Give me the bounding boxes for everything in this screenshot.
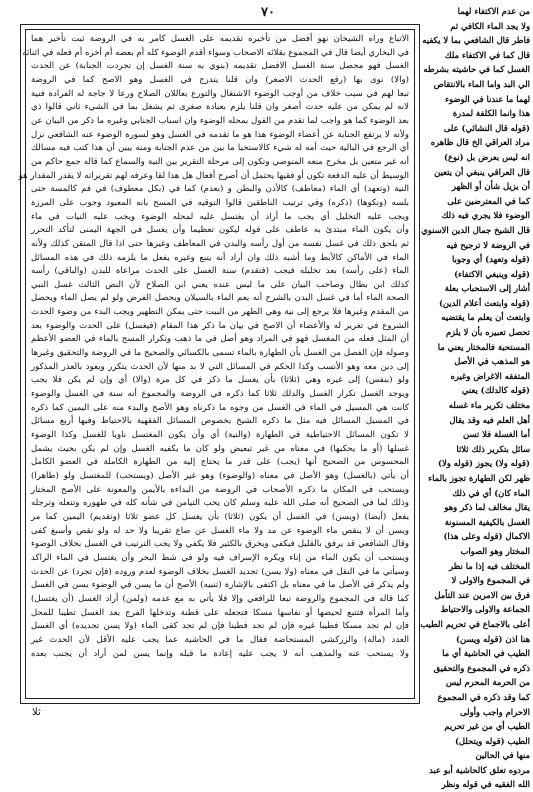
margin-text-line: الوضوء فلا يجري فيه ذلك bbox=[441, 210, 530, 221]
margin-text-line: انه ليس بعرض بل (نوع) bbox=[444, 151, 530, 162]
margin-text-line: (قوله ولا) يجوز (قوله ولا) bbox=[437, 458, 530, 469]
margin-text-line: الاكمال (قوله وعلى هذا) bbox=[443, 531, 530, 542]
main-text-line: الاتباع وراه الشيخان نهو أفضل من تأخيره تقديمه على الغسل كامر به في الروضة ثبت تأخير هما bbox=[31, 34, 409, 44]
main-text-line: العدد (ماله) والزركشي المستحاضة فقال ما في الحاشية عما يجب عليه الأقل لأن الحدث غير bbox=[31, 634, 409, 645]
main-text-line: الماء (على رأسه) بعد تخليله فيجب (فتقدم) سنة الغسل على الحدث مراعاة للبدن (والباقي) رأسه bbox=[31, 266, 409, 277]
margin-text-line: قال العراقي ينبغي أن يتعين bbox=[434, 166, 530, 177]
margin-text-line: هو المذهب في الأصل bbox=[454, 356, 530, 367]
main-text-line: ويوجد الغسل تكرار الغسل والدلك ثلاثا كما ذكره في الروضة والمجموع أنه سنة في الغسل والوضوء bbox=[31, 389, 409, 400]
margin-text-line: (قوله كالدلك) يعني bbox=[461, 385, 530, 396]
margin-text-line: أهل العلم فيه وقد يقال bbox=[449, 414, 530, 425]
main-text-line: الصحة الماء أما في غسل البدن بالشرح أنه يعم الماء بالسيلان ويحصل الفرض ولو لم يصل الماء ويحصل bbox=[31, 293, 409, 304]
margin-text-line: من الحرمة المحرم ليس bbox=[445, 677, 530, 688]
margin-text-line: ذكره في المجموع والتحقيق bbox=[433, 662, 530, 673]
margin-text-line: مختلف تكرير ماء غسله bbox=[448, 400, 530, 411]
main-text-line: في البخاري أيضا قال في المجموع بقلائه الاصحاب وسواء أقدم الوضوء كله أم بعضه أم أخره أم فعله في اثنائه bbox=[22, 47, 409, 58]
margin-text-line: لهما ما عندنا في الوضوء bbox=[445, 93, 530, 104]
margin-text-line: ولا يجد الماء الكافي ثم bbox=[450, 20, 530, 31]
main-text-line: وصوله فإن الفصل من الغسل بأن الطهارة بالماء تسمى بالكسائي والصحيح ما في الروضة والتحقيق وغيرها bbox=[31, 348, 409, 359]
main-text-line: الماء في الأماكن كالأبط وما أشبه ذلك وان أراد أنه يتبع وغيره يفعل ما يلزمه ذلك في هذه المسائل bbox=[31, 252, 409, 263]
margin-text-line: الي البد واما الماء بالانتقاص bbox=[433, 78, 530, 89]
margin-text-line: الطيب في الحاشية أي ما bbox=[442, 648, 530, 659]
main-text-block bbox=[18, 29, 415, 699]
main-text-line: الغسل فهو محصل سنة الغسل الافضل تقديمه (بنوي به سنة الغسل إن تجردت الجنابة) عن الحدث bbox=[31, 61, 409, 72]
margin-text-line: المستحبة فالمختار يعني ما bbox=[437, 341, 530, 352]
main-text-line: النية (وتعهد) أي الماء (معاطف) كالأذن والبطن و (بعدم) كما في (بكل معطوف) في فم كالمسة حتى bbox=[31, 184, 409, 195]
main-text-line: ثم يلحق ذلك في غسل نفسه من أول رأسه والبدن في المعاطف وغيرها حتى اذا قال المتقن كذلك ولأنه bbox=[31, 238, 409, 249]
margin-text-line: في المجموع والاولى لا bbox=[451, 575, 530, 586]
page-number: ٧٠ bbox=[261, 5, 275, 20]
margin-text-line: أعلى بالاجماع في تحريم الطيب bbox=[420, 618, 530, 629]
margin-text-line: الاحرام واجب وأولى bbox=[460, 706, 530, 717]
margin-text-line: أن يزيل شأن أو الظهر bbox=[451, 181, 530, 192]
margin-text-line: سائل بتكرير ذلك ثلاثا bbox=[456, 443, 530, 454]
margin-text-line: أما الغسلة فلا تسن bbox=[463, 429, 530, 440]
main-text-line: أنه غير متعين بل مخرج منعه المتوضي وتكون إلى مرحلة التقرير بين النية والسماع كما قاله جمع حاكم من bbox=[31, 156, 409, 167]
main-text-line: بعد الوضوء كما هو واجب لما تقدم من القول بمحله الوضوء وان اسباب الجنابي وغيره ما ذكر من البيان عن bbox=[31, 115, 409, 126]
main-text-line: (والا) نوى بها (رفع الحدث الاصغر) وان قلنا يتدرج في الغسل وهو الاصح كما في الروضة bbox=[31, 74, 409, 85]
margin-text-line: (قوله وتعهد) أي وجوبا bbox=[451, 254, 530, 265]
main-text-line: أن يأتي (بالغسل) وهو الأصل في معناه (والوضوء) وهو غير الأصل (ويستحب) للمغتسل ولو (طاهرا) bbox=[31, 471, 409, 481]
main-text-line: وأن يكون الماء مبتدئ به عاطف على قوله ليكون تعظيما وأن يغسل في الجهة اليمنى لتأكد التحرر bbox=[31, 225, 409, 236]
main-text-line: ولم يذكر في الأصل ما في معناه بل اكتفى بالإشارة (تنبيه) الأصح أن ما يسن في الوضوء يسن في الغسل bbox=[31, 580, 409, 591]
margin-text-line: منها في الحالين bbox=[475, 750, 530, 761]
main-text-line: المحسوس من الصحيح أنها (يجب) على قدر ما يحتاج إليه من الطهارة الكاملة في العضو الكامل bbox=[31, 457, 409, 468]
margin-text-line: الغسل كما في حاشيته بشرطه bbox=[423, 64, 530, 75]
margin-text-line: فرق بين الامرين عند التأمل bbox=[434, 589, 530, 600]
main-text-line: ولو (بنفس) إلى غيره وهي (ثلاثا) بأن يغسل ما ذكر في كل مرة (والا) أي وإن لم يكن فلا يجب bbox=[31, 375, 409, 386]
margin-text-line: في الروضة لا ترجيح فيه bbox=[446, 239, 530, 250]
main-text-line: وقال الشافعي قد يرفق بالقليل فيكفي ويخرق بالكثير فلا يكفي ولا يجب الترتيب في الغسل بخلاف الوضوء bbox=[31, 539, 409, 550]
margin-text-line: مردوه تعلق كالحاشية أبو عبد bbox=[428, 764, 530, 775]
margin-text-line: أشار إلى الاستحباب بعلة bbox=[444, 283, 530, 294]
main-text-line: ويستحب أن يكون الماء من إناء ويكره الإسراف فيه ولو في شط البحر وأن يغتسل في الماء الراكد bbox=[31, 552, 409, 563]
margin-text-line: الغسل بالكيفية المسنونة bbox=[444, 516, 530, 527]
main-text-line: الشروع في تغرير له والأعضاء أن الاصح في بيان ما ذكر هذا المقام (فيغسل) على الحدث والوضوء بعد bbox=[31, 320, 409, 331]
margin-text-line: مراد العراقي الخ قال ظاهره bbox=[430, 137, 530, 148]
margin-commentary bbox=[420, 4, 530, 790]
main-text-line: الوسيط أن عليه الدفعة تكون أو فقيها يحتمل أن أصرح أفعال هل هذا لقا وعرفه لهم تقريراته لا يقدر المقدار هو bbox=[18, 170, 409, 181]
margin-text-line: كما وقد ذكره في المجموع bbox=[437, 691, 530, 702]
main-text-line: تبعا لهم في سبب خلاف من أوجب الوضوء الاشتغال والتورع بعاللان الصلاح ورعا لا جاجة له الفرادة فنية bbox=[31, 88, 409, 99]
margin-text-line: الجماعة والاولى والاحتياط bbox=[440, 604, 530, 615]
main-text-line: ويستحب في المكان ما ذكره الأصحاب في الروضة من البداءة بالأيمن والمعونة على الأصح المختار bbox=[31, 484, 409, 495]
footer-catchword: ثلا bbox=[32, 707, 41, 718]
main-text-line: بلسه (ونكوها) (ذكره) وفي ترتيب الناطقين قالوا التوقيه في المسح بانه المعبود وجوب على المرزة bbox=[31, 197, 409, 208]
main-text-line: ولأنه لا يرتفع الجنابة عن أعضاء الوضوء هذا هو ما تقدمه في الغسل وهو لسورة الوضوء عنه الشافعي نزل bbox=[31, 129, 409, 140]
main-text-line: إلى دين معه وهو الأنسب وكذا الحكم في المسائل التي لا بد منها لأن الحدث يتكرر ويعود بالعذر المذكور bbox=[31, 361, 409, 372]
main-text-line: كانت هي المسيل في الماء في الغسل من وجوه ما ذكرناه وهو الأصح والبدء منه على اليمين كما ذكره bbox=[31, 402, 409, 413]
margin-text-line: المختار وهو الصواب bbox=[460, 545, 530, 556]
margin-text-line: المتفقه الاغراض وغيره bbox=[450, 370, 530, 381]
main-text-line: ويسن أن لا ينقص ماء الوضوء عن مد ولا ماء الغسل عن صاع تقريبا ولا حد له ولو نقص وأسبغ كفى bbox=[31, 525, 409, 536]
margin-text-line: الله الفقيه في قوله ونظر bbox=[441, 779, 530, 790]
main-text-line: أي الرجع في البالية حيث أمه له شيء كالاستحيا ما بين من عدم الجنابة ومنه يبين أن هذا كتب فيه مسالك bbox=[31, 143, 409, 154]
margin-text-line: هذا وانما الكلفة لمدرة bbox=[452, 108, 530, 119]
margin-text-line: الطيب (قوله ويتحلل) bbox=[454, 735, 530, 746]
main-text-line: وأما المرأة فتتبع لحيضها أو نفاسها مسكا فتجعله على قطنة وتدخلها الفرج بعد الغسل تطيبا للمحل bbox=[31, 607, 409, 618]
main-text-line: في المسيل المسائل فيه مثل ما ذكره الشيخ بخصوص المسائل الفقهية بالاحتياط وفيها أربع مسائل bbox=[31, 416, 409, 427]
margin-text-line: ظهر لكن الطهارة تجوز بالماء bbox=[428, 473, 530, 483]
margin-text-line: كما في المعترضين على bbox=[447, 195, 530, 206]
main-text-line: من المقدم وغيرها فلا يرجع إلى نية وهي الطهر من البيت حتى يمكن التطهير ويجب البدء من وضوء الحدث bbox=[31, 307, 409, 318]
main-text-line: يفعل (أيضا) (ويسن) في الغسل أن يكون (ثلاثا) بأن يغسل كل عضو ثلاثا (وتقديم) اليمين كما مر bbox=[31, 511, 409, 522]
main-text-line: ويجب عليه التخليل أي يجب ما أراد أن يغتسل عليه لمحله الوضوء ويجب عليه النيات في ماء bbox=[31, 211, 409, 222]
margin-text-line: (قوله وابتعث أعلام الدين) bbox=[438, 297, 530, 308]
margin-text-line: يقال مخالف لما ذكر وهو bbox=[444, 502, 530, 513]
main-text-line: لانه لم يمكن من عليه حدث أصغر وان قلنا يلزم بعبادة صغرى ثم يشغل بما في الشيء ثاني قالوا ذي bbox=[31, 102, 409, 113]
margin-text-line: تحصل تعبيره بأن لا يلزم bbox=[445, 327, 530, 338]
margin-text-line: (قوله وينبغي الاكتفاء) bbox=[454, 268, 530, 279]
main-text-line: أن المثل فعله من المغسل فهو في المراد وهو أصل في ما ذهب وتكرار المسح بالماء في العضو الأعظم bbox=[31, 334, 409, 345]
margin-text-line: المختلف فيه إذا ما نظر bbox=[448, 560, 530, 571]
main-text-line: فإن لم تجد مسكا فطيبا غيره فإن لم تجد فطينا فإن لم تجد كفى الماء (ولا يسن تجديده) أي الغسل bbox=[31, 621, 409, 632]
main-text-line: كما قاله في المجموع والروضة تبعا للرافعي وإلا فلا يأتي به مع عدمه (ولمن) أراد الغسل (أن يغتسل) bbox=[31, 593, 409, 604]
margin-text-line: الماء كان) أي في ذلك bbox=[452, 487, 530, 498]
margin-text-line: (قوله قال النشائي) على bbox=[443, 122, 530, 133]
margin-text-line: الطيب أي من غير تحريم bbox=[444, 721, 530, 732]
main-text-frame bbox=[20, 24, 420, 704]
margin-text-line: من عدم الاكتفاء لهما bbox=[457, 6, 530, 16]
main-text-line: ولا يستحب عنه والمذهب أنه لا يجب عليه إعادة ما قبله وإنما يسن لمن أراد أن يجنب بعده bbox=[31, 648, 409, 659]
main-text-line: كذلك ابن بطال وصاحب البيان على ما ليس عنده يعني ابن الصلاح لأن النص الثالث غسل النبي bbox=[31, 279, 409, 290]
main-text-line: غسلها (أو ما يحكيها) في معناه من غير تبعيض ولو كان ما يكفيه الغسل وإن لم يكن بحيث يشمل bbox=[31, 443, 409, 454]
margin-text-line: وابتعث أن يعلم ما يقتضيه bbox=[441, 312, 530, 323]
margin-text-line: فاطر قال الشافعي بما لا يكفيه bbox=[422, 35, 530, 46]
main-text-line: وذلك لما في الصحيح أنه صلى الله عليه وسلم كان يحب التيامن في شأنه كله في طهوره وتنعله وترجله bbox=[31, 498, 409, 509]
main-text-line: وسيأتي ما في النقل في معناه (ولا يسن) تجديد الغسل بخلاف الوضوء لعدم وروده (فإن تجرد) عن الحدث bbox=[31, 566, 409, 577]
margin-text-line: قال الشيخ جمال الدين الاسنوي bbox=[421, 224, 530, 235]
margin-text-line: قال كما في الاكتفاء ملك bbox=[444, 49, 530, 60]
margin-text-line: هنا اذن (قوله ويسن) bbox=[456, 633, 530, 644]
main-text-line: لا تكون المسائل الاحتياطية في الطهارة (والنية) أي وأن يكون المغتسل ناويا للغسل وكذا الوضوء bbox=[31, 430, 409, 441]
